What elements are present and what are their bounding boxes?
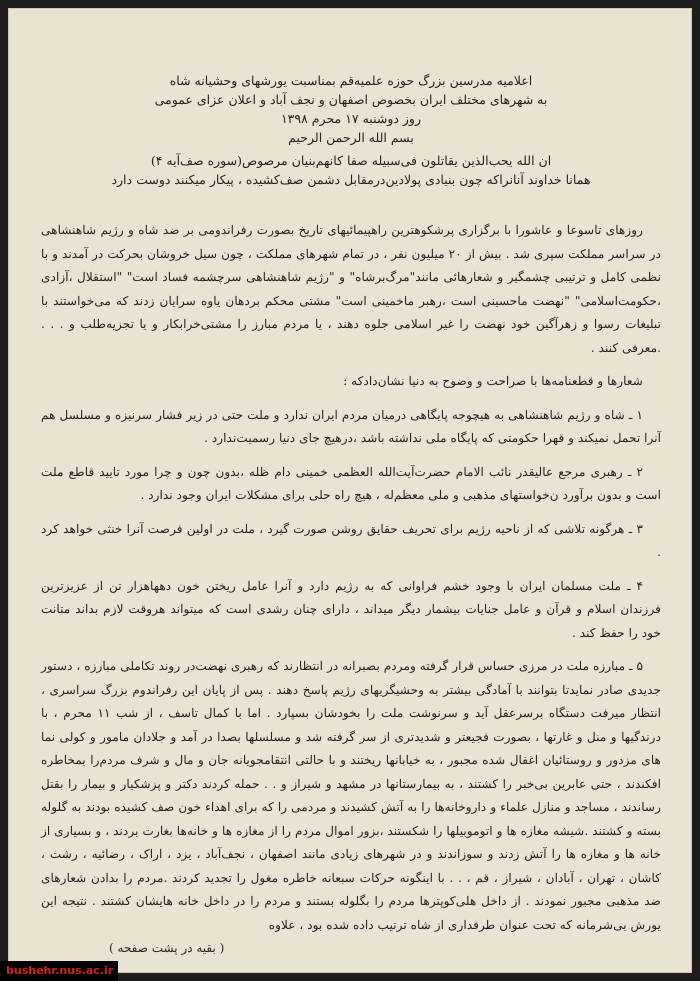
point-5: ۵ ـ مبارزه ملت در مرزی حساس قرار گرفته ومردم بصبرانه در انتظارند که رهبری نهضت‌در روند تکاملی مبارزه ، دستور جدیدی صادر نمایدتا بتوانند با آمادگی بیشتر به وحشیگریهای رژیم پاسخ دهند . پس از پایان این رفراندوم بزرگ سراسری ، انتظار میرفت دستگاه برسرعقل آید و سرنوشت ملت را بخودشان بسپارد . اما با کمال تاسف ، از شب ۱۱ محرم ، با درندگیها و منل و غارتها ، بصورت فجیعتر و شدیدتری از سر گرفته شد و مسلسلها بصدا در آمد و جلادان مامور و کولی نما های مزدور و روستائیان اغفال شده مجبور ، به خیابانها ریختند و با حالتی انتقامجویانه جان و مال و شرف مردم‌را بمخاطره افکندند ، حتی عابرین بی‌خبر را کشتند ، به بیمارستانها در مشهد و شیراز و . . حمله کردند دکتر و پزشکیار و بیمار را بقتل رساندند ، مساجد و منازل علماء و داروخانه‌ها را به آتش کشیدند و مردمی را که برای اهداء خون صف کشیده بودند به گلوله بسته و کشتند .شیشه مغازه ها و اتوموبیلها را شکستند ،بزور اموال مردم را از مغازه ها و خانه‌ها بغارت بردند ، و بسیاری از خانه ها و مغازه ها را آتش زدند و سوزاندند و در شهرهای زیادی مانند اصفهان ، نجف‌آباد ، یزد ، اراک ، رضائیه ، رشت ، کاشان ، تهران ، آبادان ، شیراز ، قم ، . . با اینگونه حرکات سبعانه خاطره مغول را تجدید کردند .مردم را بدادن شعارهای ضد مذهبی مجبور نمودند . از داخل هلی‌کوپترها مردم را بگلوله بستند و مردم را در داخل خانه هایشان کشتند . نتیجه این یورش بی‌شرمانه که تحت عنوان طرفداری از شاه ترتیب داده شده بود ، علاوه [41,659,662,932]
site-logo: bushehr.nus.ac.ir [0,961,118,981]
quran-verse: ان الله یحب‌الذین یقاتلون فی‌سبیله صفا کانهم‌بنیان مرصوص(سوره صف‌آیه ۴) [150,153,552,168]
document-page [8,8,692,973]
intro-paragraph: روزهای تاسوعا و عاشورا با برگزاری پرشکوهترین راهپیمائیهای تاریخ بصورت رفراندومی بر ضد شاه و رژیم شاهنشاهی در سراسر مملکت سپری شد . بیش از ۲۰ میلیون نفر ، در تمام شهرهای مملکت ، چون سیل خروشان بحرکت در آمدند و با نظمی کامل و ترتیبی چشمگیر و شعارهائی مانند"مرگ‌برشاه" و "رژیم شاهنشاهی سرچشمه فساد است" "استقلال ،آزادی ،حکومت‌اسلامی" "نهضت ماحسینی است ،رهبر ماخمینی است" مشتی محکم بردهان یاوه سرایان زدند که می‌خواستند با تبلیغات رسوا و زهرآگین خود نهضت را غیر اسلامی جلوه دهند ، یا مردم مبارز را مشتی‌خرابکار و یا تجزیه‌طلب و . . . .معرفی کنند . [41,223,661,355]
point-2: ۲ ـ رهبری مرجع عالیقدر نائب الامام حضرت‌آیت‌الله العظمی خمینی دام ظله ،بدون چون و چرا مورد تایید قاطع ملت است و بدون برآورد ن‌خواستهای مذهبی و ملی معظم‌له ، هیچ راه حلی برای مشکلات ایران وجود ندارد . [41,464,661,502]
basmala: بسم الله الرحمن الرحیم [288,130,414,145]
continued-note: ( بقیه در پشت صفحه ) [109,941,225,955]
document-body [41,219,661,937]
point-3: ۳ ـ هرگونه تلاشی که از ناحیه رژیم برای تحریف حقایق روشن صورت گیرد ، ملت در اولین فرصت آنرا خنثی خواهد کرد . [41,521,661,559]
point-1: ۱ ـ شاه و رژیم شاهنشاهی به هیچوجه پایگاهی درمیان مردم ایران ندارد و ملت حتی در زیر فشار سرنیزه و مسلسل هم آنرا تحمل نمیکند و قهرا حکومتی که پایگاه ملی نداشته باشد ،درهیچ جای دنیا رسمیت‌ندارد . [41,407,661,445]
date-line: روز دوشنبه ۱۷ محرم ۱۳۹۸ [280,111,422,126]
title-line-2: به شهرهای مختلف ایران بخصوص اصفهان و نجف آباد و اعلان عزای عمومی [154,92,548,107]
document-content [41,71,661,947]
lead-paragraph: شعارها و قطعنامه‌ها با صراحت و وضوح به دنیا نشان‌دادکه : [343,374,643,388]
title-line-1: اعلامیه مدرسین بزرگ حوزه علمیه‌قم بمناسبت یورشهای وحشیانه شاه [169,73,533,88]
point-4: ۴ ـ ملت مسلمان ایران با وجود خشم فراوانی که به رژیم دارد و آنرا عامل ریختن خون دهها‌هزار تن از عزیزترین فرزندان اسلام و قرآن و عامل جنایات بیشمار دیگر میداند ، دارای چنان رشدی است که میتواند هروقت لازم بداند متانت خود را حفظ کند . [41,578,661,640]
verse-translation: همانا خداوند آنانراکه چون بنیادی پولادین‌درمقابل دشمن صف‌کشیده ، پیکار میکنند دوست دارد [111,172,591,187]
document-header [41,71,661,189]
